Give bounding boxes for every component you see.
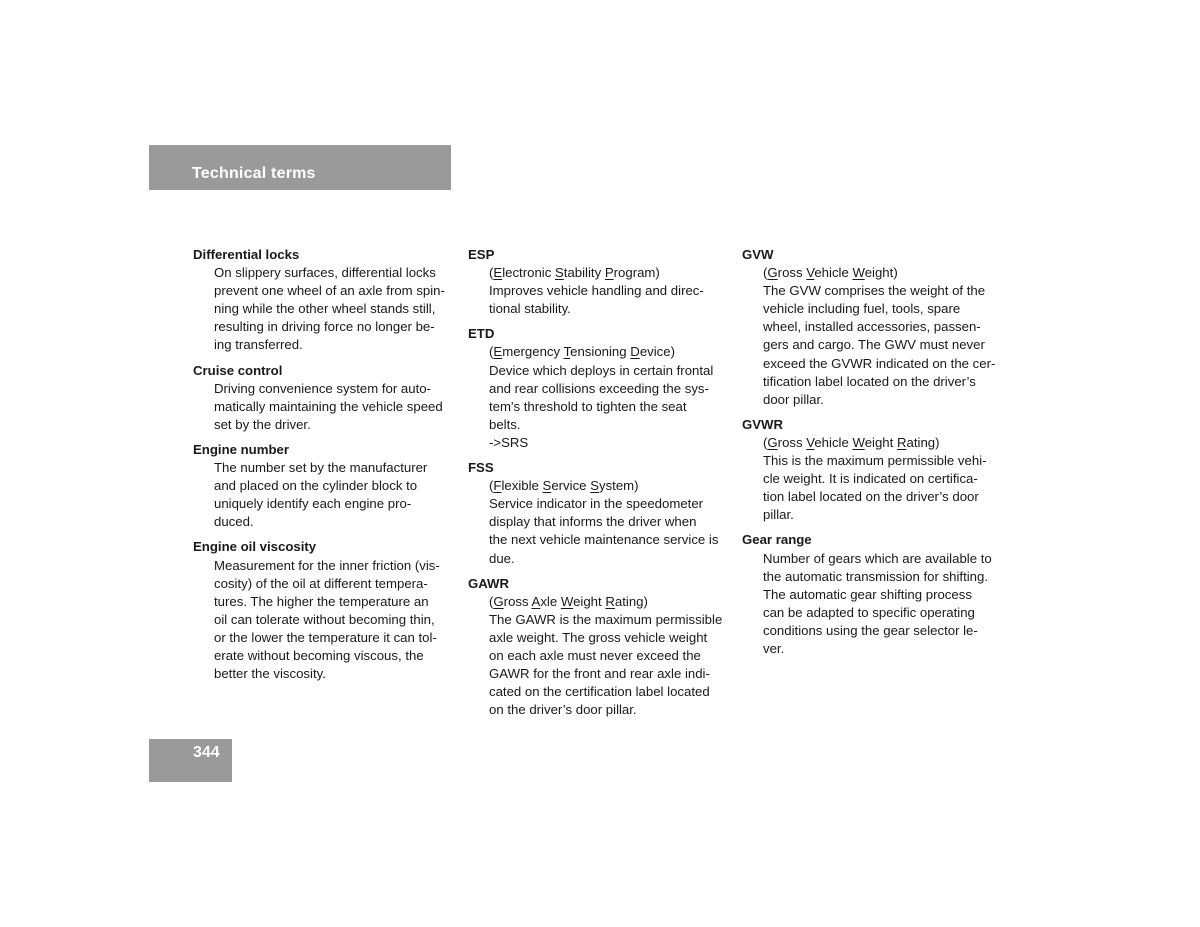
glossary-entry (468, 459, 730, 568)
definition-line: oil can tolerate without becoming thin, (214, 611, 435, 627)
glossary-term: ETD (468, 326, 495, 342)
definition-line: on each axle must never exceed the (489, 647, 701, 663)
definition-line: cated on the certification label located (489, 684, 710, 700)
glossary-term: ESP (468, 247, 495, 262)
glossary-term: GVWR (742, 416, 784, 432)
definition-line: and placed on the cylinder block to (214, 478, 418, 494)
definition-line: resulting in driving force no longer be- (214, 319, 435, 335)
definition-line: wheel, installed accessories, passen- (763, 319, 981, 335)
definition-line: prevent one wheel of an axle from spin- (214, 283, 445, 299)
term-expansion: (Emergency Tensioning Device) (489, 344, 676, 360)
definition-line: Device which deploys in certain frontal (489, 362, 714, 378)
glossary-column-2 (468, 246, 730, 726)
definition-line: the automatic transmission for shifting. (763, 568, 989, 584)
glossary-definition (468, 593, 730, 720)
definition-line: Number of gears which are available to (763, 550, 992, 566)
definition-line: cle weight. It is indicated on certifica- (763, 471, 978, 487)
glossary-term: Engine oil viscosity (193, 539, 317, 555)
glossary-column-3 (742, 246, 1004, 665)
definition-line: pillar. (763, 507, 794, 523)
glossary-definition (468, 343, 730, 452)
definition-line: on the driver’s door pillar. (489, 702, 637, 718)
definition-line: door pillar. (763, 391, 824, 407)
definition-line: tification label located on the driver’s (763, 373, 976, 389)
definition-line: conditions using the gear selector le- (763, 622, 978, 638)
glossary-entry (742, 416, 1004, 525)
glossary-definition (468, 477, 730, 567)
definition-line: The GVW comprises the weight of the (763, 283, 986, 299)
definition-line: matically maintaining the vehicle speed (214, 398, 443, 414)
definition-line: due. (489, 550, 515, 566)
term-expansion: (Gross Vehicle Weight Rating) (763, 434, 940, 450)
definition-line: tures. The higher the temperature an (214, 593, 429, 609)
glossary-definition (193, 459, 455, 531)
definition-line: or the lower the temperature it can tol- (214, 629, 437, 645)
glossary-term: GAWR (468, 575, 510, 591)
glossary-term: GVW (742, 247, 774, 262)
term-expansion: (Gross Vehicle Weight) (763, 265, 898, 281)
term-expansion: (Electronic Stability Program) (489, 265, 660, 281)
glossary-definition (742, 264, 1004, 409)
definition-line: and rear collisions exceeding the sys- (489, 380, 709, 396)
definition-line: Service indicator in the speedometer (489, 496, 704, 512)
definition-line: ing transferred. (214, 337, 303, 353)
term-expansion: (Gross Axle Weight Rating) (489, 593, 648, 609)
definition-line: On slippery surfaces, differential locks (214, 265, 436, 281)
definition-line: The number set by the manufacturer (214, 460, 428, 476)
definition-line: cosity) of the oil at different tempera- (214, 575, 428, 591)
definition-line: tional stability. (489, 301, 571, 317)
definition-line: uniquely identify each engine pro- (214, 496, 412, 512)
glossary-column-1 (193, 246, 455, 690)
glossary-definition (468, 264, 730, 318)
definition-line: set by the driver. (214, 416, 311, 432)
definition-line: can be adapted to specific operating (763, 604, 975, 620)
glossary-term: FSS (468, 460, 494, 476)
page-number-tab (149, 739, 232, 782)
definition-line: The GAWR is the maximum permissible (489, 611, 723, 627)
glossary-entry (193, 362, 455, 434)
definition-line: exceed the GVWR indicated on the cer- (763, 355, 996, 371)
definition-line: tem's threshold to tighten the seat (489, 398, 687, 414)
definition-line: belts. (489, 416, 521, 432)
glossary-term: Engine number (193, 441, 289, 457)
definition-line: GAWR for the front and rear axle indi- (489, 666, 710, 682)
glossary-entry (468, 246, 730, 318)
definition-line: The automatic gear shifting process (763, 586, 972, 602)
glossary-term: Differential locks (193, 247, 300, 262)
definition-line: This is the maximum permissible vehi- (763, 453, 987, 469)
glossary-term: Gear range (742, 532, 812, 548)
page-number: 344 (193, 744, 220, 761)
glossary-entry (193, 441, 455, 531)
section-header (149, 145, 451, 190)
definition-line: Measurement for the inner friction (vis- (214, 557, 440, 573)
definition-line: better the viscosity. (214, 666, 326, 682)
definition-line: ver. (763, 640, 785, 656)
definition-line: vehicle including fuel, tools, spare (763, 301, 961, 317)
glossary-entry (193, 246, 455, 355)
glossary-definition (193, 264, 455, 354)
glossary-entry (742, 531, 1004, 658)
glossary-entry (193, 538, 455, 683)
definition-line: erate without becoming viscous, the (214, 647, 424, 663)
definition-line: ning while the other wheel stands still, (214, 301, 436, 317)
glossary-definition (193, 380, 455, 434)
glossary-entry (468, 325, 730, 452)
definition-line: Driving convenience system for auto- (214, 380, 431, 396)
glossary-entry (468, 575, 730, 720)
definition-line: duced. (214, 514, 254, 530)
definition-line: the next vehicle maintenance service is (489, 532, 719, 548)
glossary-term: Cruise control (193, 362, 283, 378)
term-expansion: (Flexible Service System) (489, 478, 639, 494)
section-title: Technical terms (192, 165, 316, 182)
cross-reference: ->SRS (489, 434, 529, 450)
definition-line: tion label located on the driver’s door (763, 489, 979, 505)
glossary-entry (742, 246, 1004, 409)
glossary-definition (193, 557, 455, 684)
definition-line: gers and cargo. The GWV must never (763, 337, 985, 353)
definition-line: Improves vehicle handling and direc- (489, 283, 704, 299)
definition-line: axle weight. The gross vehicle weight (489, 629, 708, 645)
glossary-definition (742, 550, 1004, 659)
definition-line: display that informs the driver when (489, 514, 697, 530)
glossary-definition (742, 434, 1004, 524)
